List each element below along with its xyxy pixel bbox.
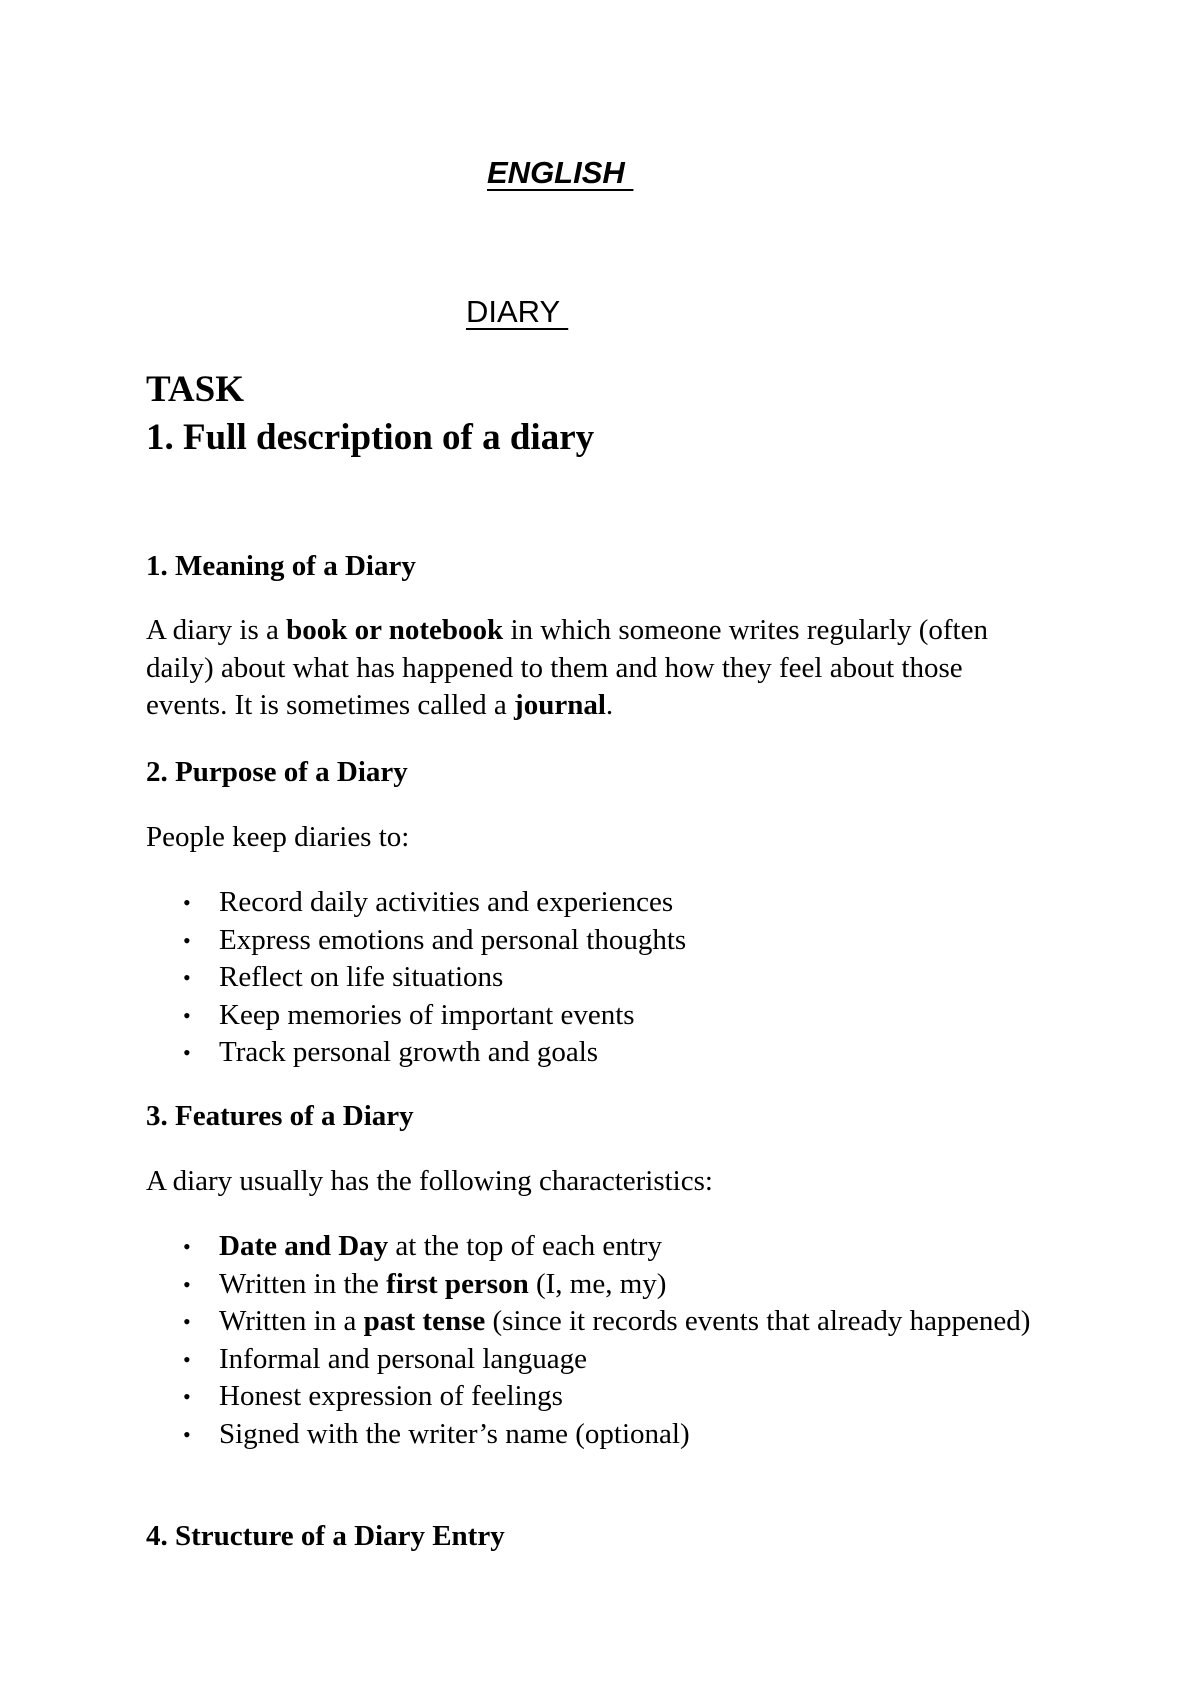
subject-title: ENGLISH [487, 155, 634, 190]
list-item [146, 959, 1046, 997]
list-item-text: Reflect on life situations [219, 961, 504, 993]
list-item-text: Express emotions and personal thoughts [219, 923, 687, 956]
bullet-icon: • [183, 1002, 191, 1028]
list-item [146, 1416, 1046, 1454]
bullet-icon: • [183, 1309, 191, 1334]
purpose-list [146, 884, 1046, 1072]
structure-heading: 4. Structure of a Diary Entry [146, 1520, 505, 1552]
features-intro: A diary usually has the following characteristics: [146, 1165, 713, 1197]
bullet-icon: • [183, 965, 191, 990]
list-item [146, 884, 1046, 922]
list-item-text: Record daily activities and experiences [219, 886, 674, 918]
bullet-icon: • [183, 890, 191, 915]
list-item [146, 1378, 1046, 1416]
task-subheading: 1. Full description of a diary [146, 417, 595, 458]
list-item [146, 1341, 1046, 1379]
bullet-icon: • [183, 1346, 191, 1372]
bullet-icon: • [183, 1384, 191, 1409]
list-item-text: (since it records events that already happened) [485, 1305, 1031, 1337]
list-item-text: Signed with the writer’s name (optional) [219, 1417, 690, 1450]
list-item-bold: first person [386, 1267, 529, 1300]
bullet-icon: • [183, 1421, 191, 1447]
topic-title: DIARY [466, 294, 569, 329]
meaning-heading: 1. Meaning of a Diary [146, 550, 416, 582]
meaning-text-1: A diary is a [146, 614, 287, 646]
features-list [146, 1228, 1046, 1453]
list-item-bold: Date and Day [219, 1230, 389, 1262]
bullet-icon: • [183, 1040, 191, 1065]
list-item [146, 1266, 1046, 1304]
list-item-text: (I, me, my) [528, 1267, 667, 1300]
list-item-text: Written in a [219, 1305, 364, 1337]
list-item [146, 922, 1046, 960]
features-heading: 3. Features of a Diary [146, 1100, 414, 1132]
task-heading: TASK [146, 369, 245, 410]
list-item-bold: past tense [363, 1305, 486, 1337]
list-item [146, 1034, 1046, 1072]
list-item [146, 1228, 1046, 1266]
purpose-heading: 2. Purpose of a Diary [146, 756, 408, 788]
purpose-intro: People keep diaries to: [146, 821, 410, 853]
bullet-icon: • [183, 927, 191, 953]
list-item-text: Keep memories of important events [219, 998, 635, 1031]
list-item-text: Track personal growth and goals [219, 1036, 599, 1068]
list-item-text: at the top of each entry [388, 1230, 662, 1262]
list-item-text: Informal and personal language [219, 1342, 587, 1375]
meaning-bold-2: journal [514, 689, 606, 721]
list-item [146, 997, 1046, 1035]
meaning-text-3: . [605, 689, 614, 721]
meaning-text-2: in which someone writes regularly (often daily) about what has happened to them and how they feel about those events. It is sometimes called a [146, 614, 988, 721]
meaning-paragraph [146, 612, 1046, 725]
bullet-icon: • [183, 1271, 191, 1297]
list-item-text: Written in the [219, 1267, 387, 1300]
bullet-icon: • [183, 1234, 191, 1259]
meaning-bold-1: book or notebook [286, 614, 504, 646]
list-item [146, 1303, 1046, 1341]
list-item-text: Honest expression of feelings [219, 1380, 563, 1412]
